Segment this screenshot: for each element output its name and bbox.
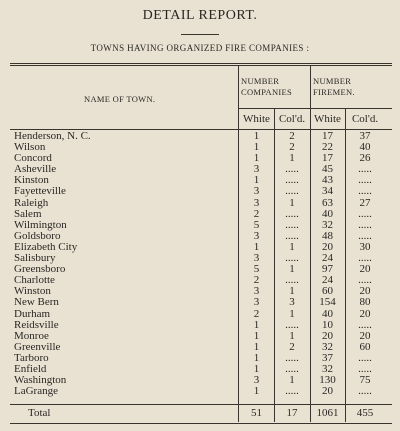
town-name: LaGrange xyxy=(14,385,58,398)
town-name: Tarboro xyxy=(14,351,49,364)
companies-white: 3 xyxy=(253,196,260,209)
firemen-white: 154 xyxy=(319,296,336,309)
table-row xyxy=(0,153,400,164)
table-top-rule xyxy=(10,63,392,66)
firemen-colored: ..... xyxy=(358,351,372,364)
firemen-colored: 20 xyxy=(359,329,371,342)
firemen-white: 32 xyxy=(322,362,333,375)
companies-colored: ..... xyxy=(285,274,299,287)
companies-white: 1 xyxy=(253,318,260,331)
companies-colored: ..... xyxy=(285,207,299,220)
firemen-colored: ..... xyxy=(358,229,372,242)
header-name-of-town: NAME OF TOWN. xyxy=(84,94,156,104)
companies-colored: 2 xyxy=(289,130,295,142)
companies-white: 1 xyxy=(253,152,260,165)
firemen-white: 48 xyxy=(322,229,333,242)
companies-white: 2 xyxy=(253,207,260,220)
table-row xyxy=(0,275,400,286)
companies-white: 2 xyxy=(253,274,260,287)
table-row xyxy=(0,286,400,297)
table-row xyxy=(0,131,400,142)
companies-white: 3 xyxy=(253,163,260,176)
header-number-companies: NUMBER COMPANIES xyxy=(241,76,293,97)
firemen-colored: ..... xyxy=(358,174,372,187)
firemen-white: 10 xyxy=(322,318,333,331)
companies-white: 3 xyxy=(253,285,260,298)
companies-white: 1 xyxy=(253,174,260,187)
companies-colored: 2 xyxy=(289,340,295,353)
companies-white: 3 xyxy=(253,296,260,309)
firemen-colored: ..... xyxy=(358,274,372,287)
town-name: Greenville xyxy=(14,340,61,353)
town-name: Asheville xyxy=(14,163,57,176)
firemen-white: 97 xyxy=(322,263,333,276)
town-name: Salisbury xyxy=(14,252,56,265)
table-row xyxy=(0,220,400,231)
table-row xyxy=(0,264,400,275)
town-name: Reidsville xyxy=(14,318,59,331)
companies-colored: ..... xyxy=(285,252,299,265)
firemen-white: 17 xyxy=(322,152,333,165)
companies-white: 5 xyxy=(253,218,260,231)
companies-colored: 1 xyxy=(289,240,295,253)
firemen-colored: ..... xyxy=(358,252,372,265)
firemen-colored: ..... xyxy=(358,218,372,231)
firemen-colored: 80 xyxy=(359,296,371,309)
table-row xyxy=(0,342,400,353)
firemen-white: 22 xyxy=(322,141,333,154)
companies-white: 2 xyxy=(253,307,260,320)
table-row xyxy=(0,164,400,175)
firemen-white: 32 xyxy=(322,218,333,231)
firemen-colored: 20 xyxy=(359,307,371,320)
companies-white: 3 xyxy=(253,185,260,198)
report-title: DETAIL REPORT. xyxy=(142,8,258,23)
firemen-white: 24 xyxy=(322,274,333,287)
total-firemen-white: 1061 xyxy=(316,407,339,419)
town-name: Concord xyxy=(14,152,52,165)
firemen-colored: 27 xyxy=(359,196,371,209)
table-row xyxy=(0,242,400,253)
companies-white: 1 xyxy=(253,141,260,154)
firemen-white: 34 xyxy=(322,185,333,198)
firemen-white: 20 xyxy=(322,385,333,398)
subheader-companies-white: White xyxy=(243,113,270,125)
firemen-white: 40 xyxy=(322,307,333,320)
header-number-firemen: NUMBER FIREMEN. xyxy=(313,76,355,97)
companies-colored: 1 xyxy=(289,329,295,342)
town-name: Wilson xyxy=(14,141,46,154)
firemen-white: 40 xyxy=(322,207,333,220)
companies-white: 3 xyxy=(253,374,260,387)
town-name: Enfield xyxy=(14,362,47,375)
table-row xyxy=(0,186,400,197)
companies-white: 1 xyxy=(253,340,260,353)
companies-white: 3 xyxy=(253,252,260,265)
town-name: Durham xyxy=(14,307,51,320)
firemen-white: 45 xyxy=(322,163,333,176)
report-subtitle: TOWNS HAVING ORGANIZED FIRE COMPANIES : xyxy=(90,43,310,53)
companies-colored: 1 xyxy=(289,152,295,165)
total-label: Total xyxy=(28,407,51,419)
firemen-white: 17 xyxy=(322,130,333,142)
table-row xyxy=(0,353,400,364)
firemen-colored: ..... xyxy=(358,207,372,220)
companies-colored: 3 xyxy=(289,296,295,309)
companies-white: 1 xyxy=(253,362,260,375)
firemen-colored: 20 xyxy=(359,285,371,298)
subheader-companies-colored: Col'd. xyxy=(278,113,306,125)
town-name: Henderson, N. C. xyxy=(14,130,91,142)
companies-colored: ..... xyxy=(285,229,299,242)
town-name: Goldsboro xyxy=(14,229,61,242)
town-name: Wilmington xyxy=(14,218,67,231)
table-row xyxy=(0,331,400,342)
town-name: Elizabeth City xyxy=(14,240,78,253)
firemen-white: 20 xyxy=(322,240,333,253)
firemen-colored: ..... xyxy=(358,163,372,176)
subheader-firemen-white: White xyxy=(314,113,341,125)
firemen-colored: ..... xyxy=(358,185,372,198)
firemen-colored: 60 xyxy=(359,340,371,353)
companies-colored: 2 xyxy=(289,141,295,154)
total-firemen-colored: 455 xyxy=(356,407,374,419)
table-row xyxy=(0,309,400,320)
firemen-white: 37 xyxy=(322,351,333,364)
town-name: Monroe xyxy=(14,329,49,342)
companies-colored: ..... xyxy=(285,362,299,375)
companies-colored: 1 xyxy=(289,374,295,387)
title-underline xyxy=(181,34,219,35)
town-name: New Bern xyxy=(14,296,59,309)
firemen-colored: 30 xyxy=(359,240,371,253)
firemen-colored: 37 xyxy=(359,130,371,142)
companies-colored: ..... xyxy=(285,218,299,231)
table-row xyxy=(0,297,400,308)
subheader-firemen-colored: Col'd. xyxy=(351,113,379,125)
town-name: Fayetteville xyxy=(14,185,66,198)
companies-colored: ..... xyxy=(285,174,299,187)
town-name: Charlotte xyxy=(14,274,55,287)
companies-white: 1 xyxy=(253,240,260,253)
total-companies-white: 51 xyxy=(251,407,262,419)
table-row xyxy=(0,142,400,153)
firemen-colored: 20 xyxy=(359,263,371,276)
companies-colored: ..... xyxy=(285,385,299,398)
companies-colored: 1 xyxy=(289,307,295,320)
companies-white: 1 xyxy=(253,130,260,142)
subheader-rule xyxy=(238,108,392,109)
companies-colored: 1 xyxy=(289,263,295,276)
firemen-colored: 40 xyxy=(359,141,371,154)
companies-colored: ..... xyxy=(285,163,299,176)
firemen-white: 60 xyxy=(322,285,333,298)
town-name: Winston xyxy=(14,285,51,298)
companies-white: 5 xyxy=(253,263,260,276)
firemen-colored: ..... xyxy=(358,318,372,331)
firemen-colored: 26 xyxy=(359,152,371,165)
firemen-white: 63 xyxy=(322,196,333,209)
firemen-white: 130 xyxy=(319,374,336,387)
firemen-white: 43 xyxy=(322,174,333,187)
companies-colored: ..... xyxy=(285,185,299,198)
total-row xyxy=(0,404,400,422)
companies-white: 1 xyxy=(253,329,260,342)
companies-colored: ..... xyxy=(285,318,299,331)
town-name: Greensboro xyxy=(14,263,66,276)
companies-colored: 1 xyxy=(289,196,295,209)
town-name: Salem xyxy=(14,207,42,220)
town-name: Raleigh xyxy=(14,196,49,209)
table-row xyxy=(0,386,400,397)
town-name: Kinston xyxy=(14,174,49,187)
firemen-white: 32 xyxy=(322,340,333,353)
companies-white: 3 xyxy=(253,229,260,242)
companies-white: 1 xyxy=(253,351,260,364)
town-name: Washington xyxy=(14,374,67,387)
firemen-colored: ..... xyxy=(358,362,372,375)
town-rows xyxy=(0,131,400,397)
firemen-white: 24 xyxy=(322,252,333,265)
table-row xyxy=(0,320,400,331)
firemen-white: 20 xyxy=(322,329,333,342)
companies-white: 1 xyxy=(253,385,260,398)
table-row xyxy=(0,375,400,386)
total-companies-colored: 17 xyxy=(286,407,298,419)
companies-colored: ..... xyxy=(285,351,299,364)
firemen-colored: 75 xyxy=(359,374,371,387)
table-bottom-rule xyxy=(10,423,392,424)
table-row xyxy=(0,198,400,209)
firemen-colored: ..... xyxy=(358,385,372,398)
companies-colored: 1 xyxy=(289,285,295,298)
